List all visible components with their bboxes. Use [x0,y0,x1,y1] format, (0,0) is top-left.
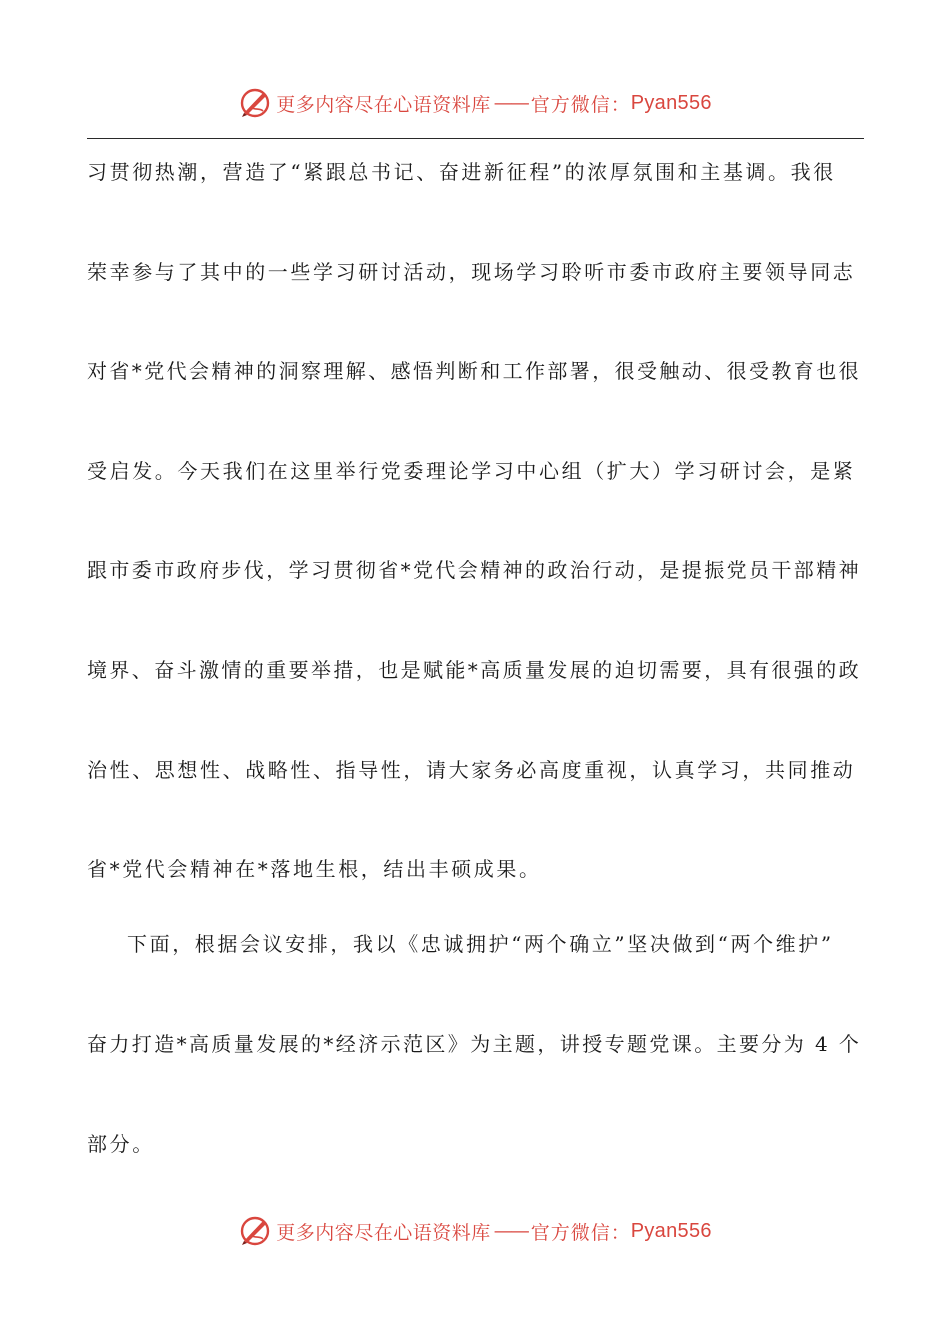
watermark-brand: 更多内容尽在心语资料库 [276,1221,491,1244]
watermark-label: 官方微信： [530,1221,631,1244]
header-watermark [0,83,950,123]
watermark-dash: —— [493,92,528,114]
watermark-handle: Pyan556 [630,1219,712,1242]
watermark-brand: 更多内容尽在心语资料库 [276,93,491,116]
footer-watermark [0,1211,950,1251]
watermark-dash: —— [493,1220,528,1242]
body-line-2: 荣幸参与了其中的一些学习研讨活动，现场学习聆听市委市政府主要领导同志 [87,260,856,284]
pen-logo-icon [238,86,272,120]
header-divider [87,138,864,139]
body-line-11: 部分。 [87,1132,155,1156]
body-line-3: 对省*党代会精神的洞察理解、感悟判断和工作部署，很受触动、很受教育也很 [87,359,861,383]
body-line-7: 治性、思想性、战略性、指导性，请大家务必高度重视，认真学习，共同推动 [87,758,856,782]
body-line-5: 跟市委市政府步伐，学习贯彻省*党代会精神的政治行动，是提振党员干部精神 [87,558,861,582]
body-line-8: 省*党代会精神在*落地生根，结出丰硕成果。 [87,857,542,881]
body-line-9: 下面，根据会议安排，我以《忠诚拥护“两个确立”坚决做到“两个维护” [127,932,834,956]
pen-logo-icon [238,1214,272,1248]
watermark-handle: Pyan556 [630,91,712,114]
body-line-6: 境界、奋斗激情的重要举措，也是赋能*高质量发展的迫切需要，具有很强的政 [87,658,861,682]
watermark-label: 官方微信： [530,93,631,116]
body-line-1: 习贯彻热潮，营造了“紧跟总书记、奋进新征程”的浓厚氛围和主基调。我很 [87,160,836,184]
body-line-4: 受启发。今天我们在这里举行党委理论学习中心组（扩大）学习研讨会，是紧 [87,459,856,483]
body-line-10: 奋力打造*高质量发展的*经济示范区》为主题，讲授专题党课。主要分为 4 个 [87,1032,862,1056]
